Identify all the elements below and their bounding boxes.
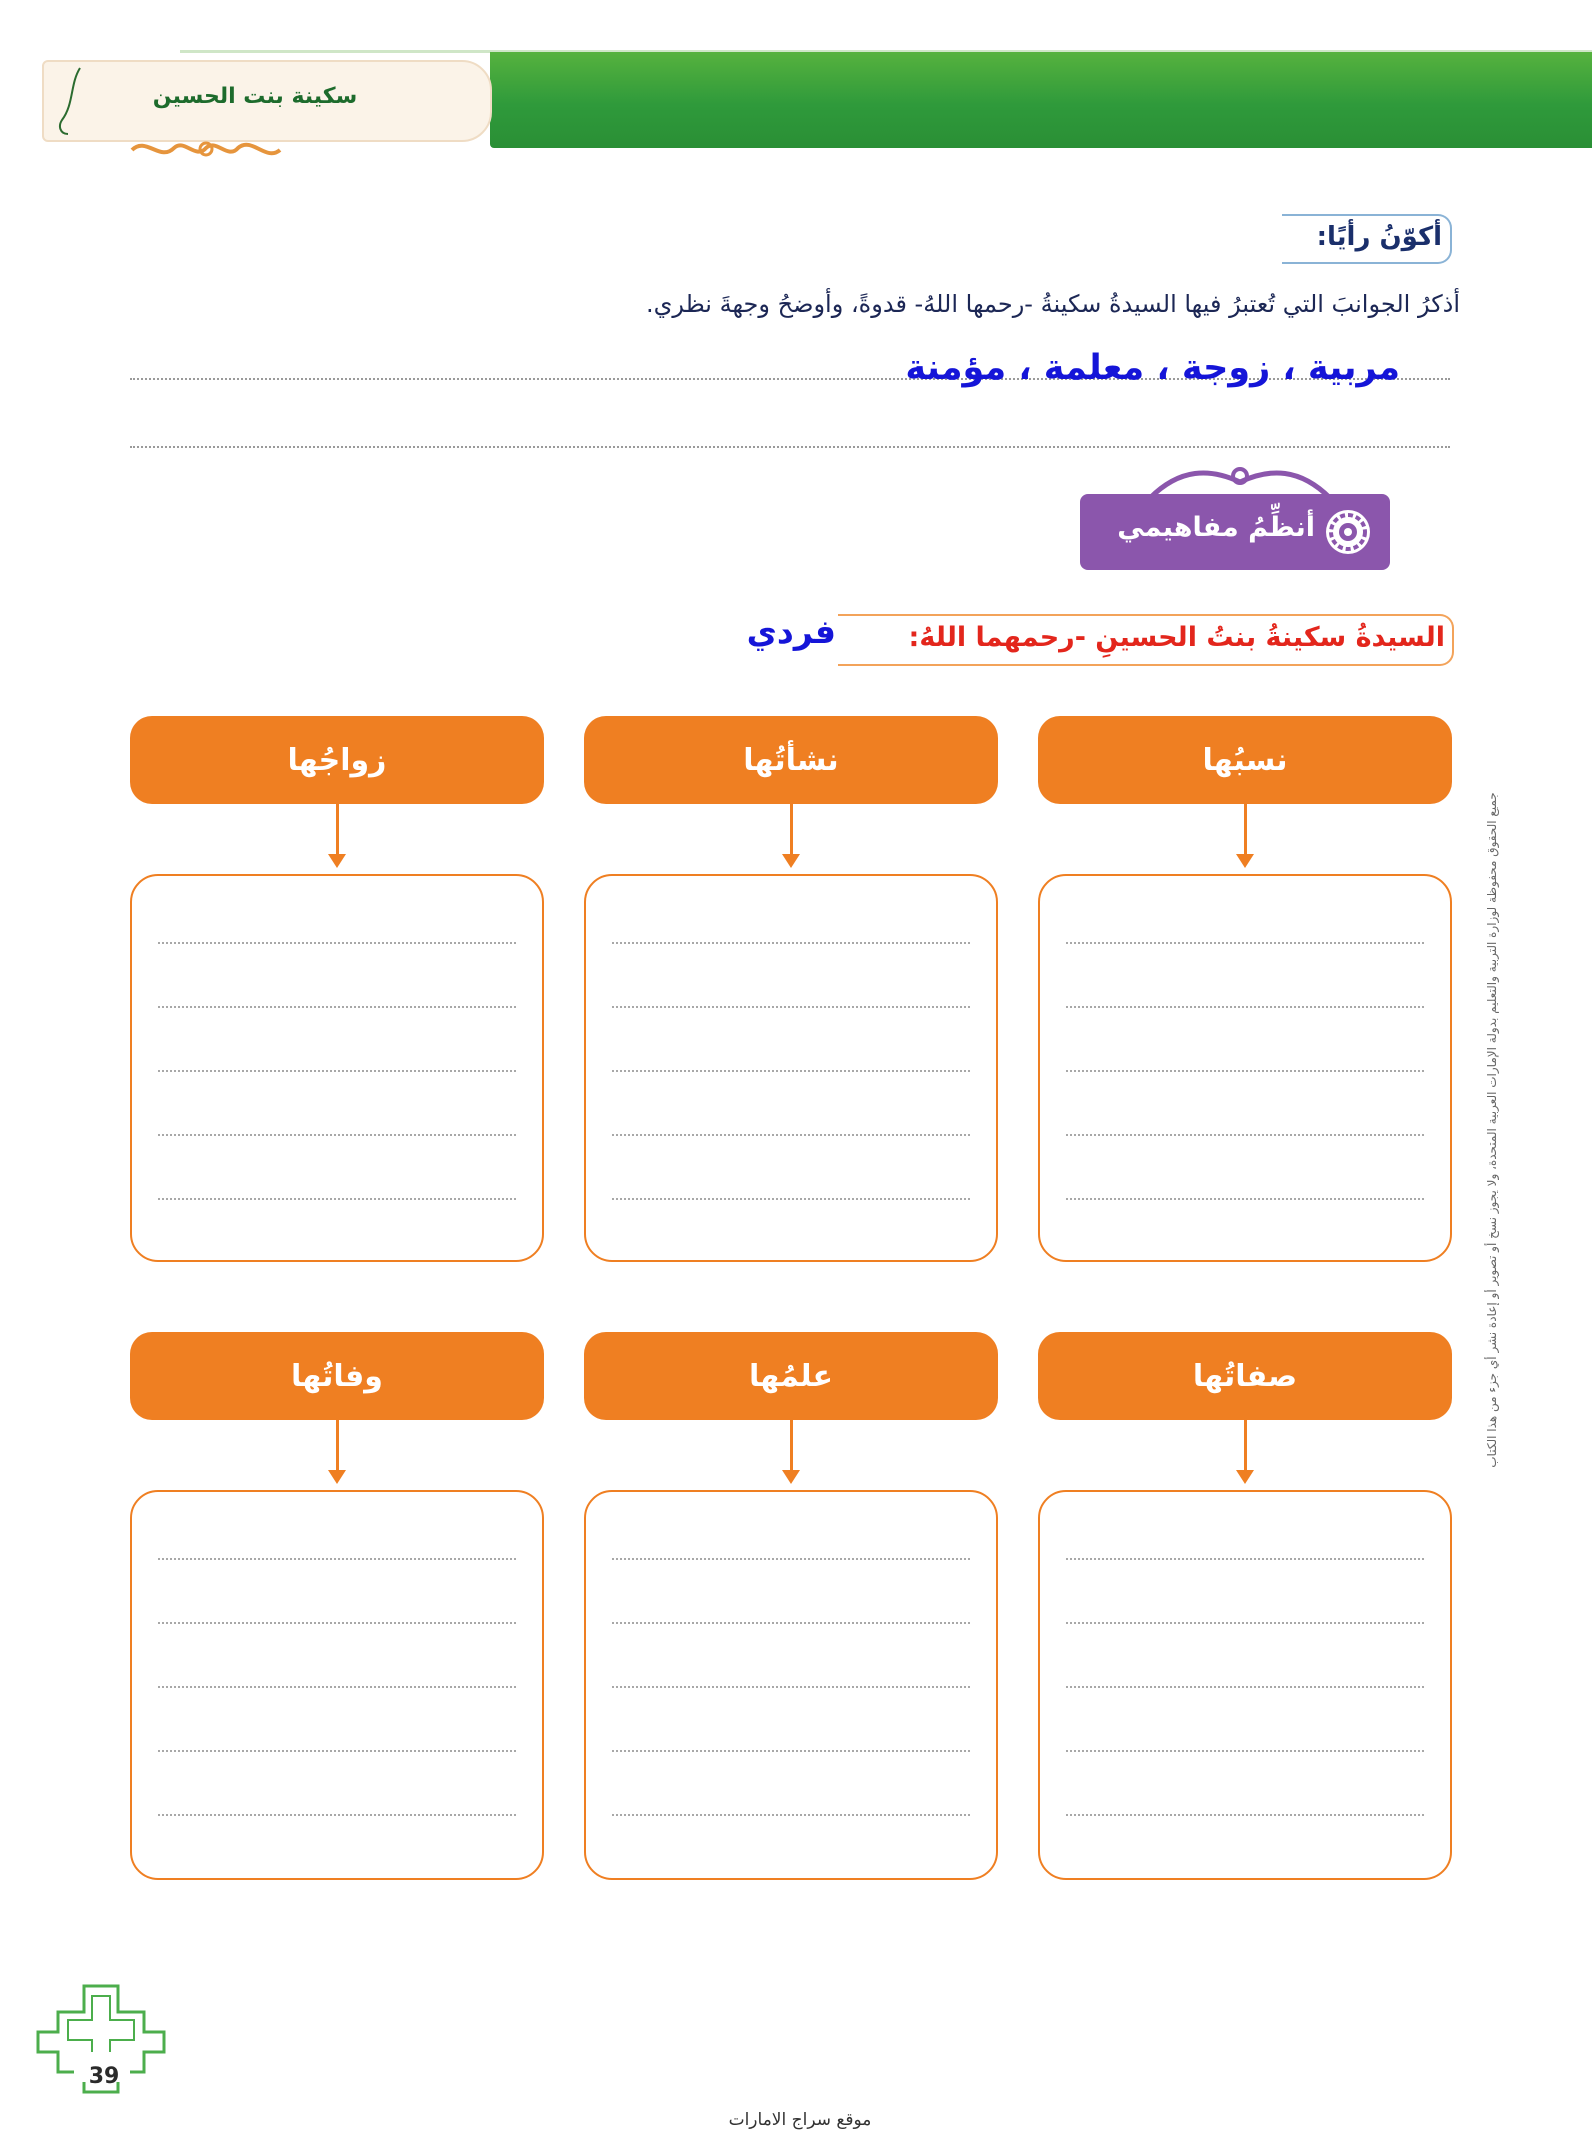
box-header-upbringing: نشأتُها <box>584 716 998 804</box>
arrow-connector <box>336 804 339 856</box>
answer-card-upbringing[interactable] <box>584 874 998 1262</box>
answer-card-knowledge[interactable] <box>584 1490 998 1880</box>
arrow-down-icon <box>782 854 800 868</box>
page-number: 39 <box>88 2064 120 2089</box>
answer-card-marriage[interactable] <box>130 874 544 1262</box>
arrow-down-icon <box>328 854 346 868</box>
gear-icon <box>1322 506 1374 558</box>
answer-card-death[interactable] <box>130 1490 544 1880</box>
answer-card-lineage[interactable] <box>1038 874 1452 1262</box>
arrow-connector <box>790 1420 793 1472</box>
opinion-title: أكوّنُ رأيًا: <box>1316 222 1442 252</box>
box-header-death: وفاتُها <box>130 1332 544 1420</box>
copyright-note: جميع الحقوق محفوظة لوزارة التربية والتعليم بدولة الإمارات العربية المتحدة، ولا يجوز نسخ أو تصوير أو إعادة نشر أي جزء من هذا الكتاب <box>1485 792 1499 1468</box>
box-header-knowledge: علمُها <box>584 1332 998 1420</box>
box-header-lineage: نسبُها <box>1038 716 1452 804</box>
answer-line-2 <box>130 446 1450 448</box>
subtitle-handwritten-answer[interactable]: فردي <box>746 612 836 651</box>
lesson-title: سكينة بنت الحسين <box>152 84 358 109</box>
scroll-ornament-icon <box>126 132 286 166</box>
arrow-down-icon <box>1236 1470 1254 1484</box>
handwritten-answer[interactable]: مربية ، زوجة ، معلمة ، مؤمنة <box>905 348 1400 388</box>
footer-site-label: موقع سراج الامارات <box>728 2110 872 2130</box>
organize-concepts-label: أنظِّمُ مفاهيمي <box>1117 512 1315 543</box>
arrow-connector <box>1244 1420 1247 1472</box>
arrow-connector <box>790 804 793 856</box>
box-header-traits: صفاتُها <box>1038 1332 1452 1420</box>
opinion-question: أذكرُ الجوانبَ التي تُعتبرُ فيها السيدةُ سكينةُ -رحمها اللهُ- قدوةً، وأوضحُ وجهةَ نظري. <box>645 290 1460 318</box>
curl-ornament-icon <box>50 64 90 142</box>
arrow-down-icon <box>1236 854 1254 868</box>
header-banner <box>490 52 1592 148</box>
arrow-connector <box>1244 804 1247 856</box>
arrow-down-icon <box>782 1470 800 1484</box>
arrow-down-icon <box>328 1470 346 1484</box>
arrow-connector <box>336 1420 339 1472</box>
answer-card-traits[interactable] <box>1038 1490 1452 1880</box>
box-header-marriage: زواجُها <box>130 716 544 804</box>
organizer-subtitle: السيدةُ سكينةُ بنتُ الحسينِ -رحمهما اللهُ: <box>908 622 1445 653</box>
